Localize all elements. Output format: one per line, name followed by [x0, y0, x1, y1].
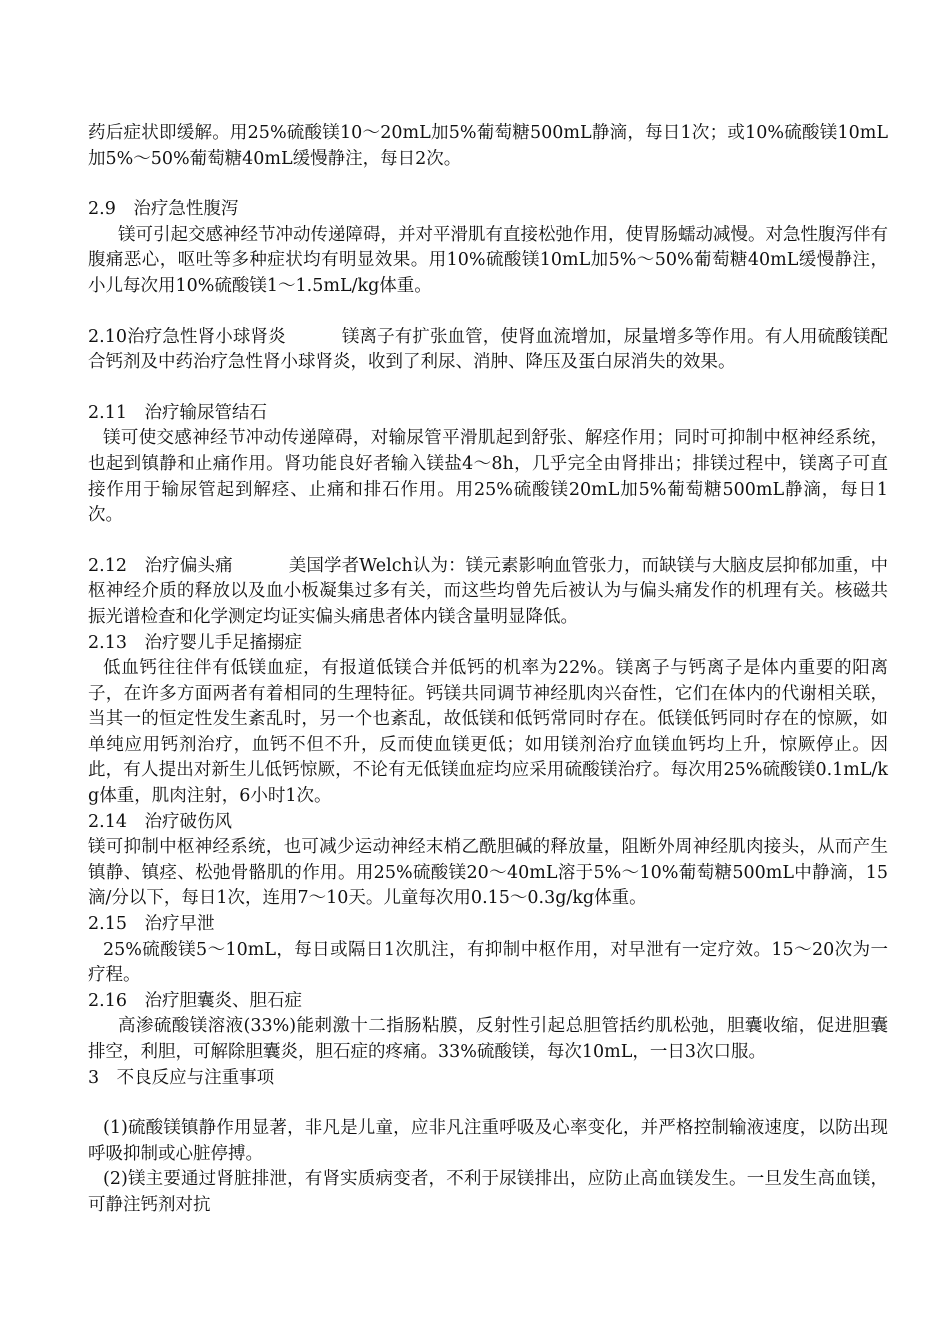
section-body-2-9: 镁可引起交感神经节冲动传递障碍，并对平滑肌有直接松弛作用，使胃肠蠕动减慢。对急性腹泻伴有腹痛恶心，呕吐等多种症状均有明显效果。用10%硫酸镁10mL加5%～50%葡萄糖40mL缓慢静注，小儿每次用10%硫酸镁1～1.5mL/kg体重。 [88, 224, 888, 296]
spacer [88, 300, 888, 325]
section-body-2-14: 镁可抑制中枢神经系统，也可减少运动神经末梢乙酰胆碱的释放量，阻断外周神经肌肉接头，从而产生镇静、镇痉、松弛骨骼肌的作用。用25%硫酸镁20～40mL溶于5%～10%葡萄糖500mL中静滴，15滴/分以下，每日1次，连用7～10天。儿童每次用0.15～0.3g/kg体重。 [88, 837, 888, 909]
section-2-12 [88, 554, 888, 631]
spacer [88, 376, 888, 401]
section-heading-2-15: 2.15 治疗早泄 [88, 914, 215, 935]
document-page [88, 121, 888, 1219]
section-heading-2-13: 2.13 治疗婴儿手足搐搦症 [88, 632, 302, 653]
caution-item-2: (2)镁主要通过肾脏排泄，有肾实质病变者，不利于尿镁排出，应防止高血镁发生。一旦发生高血镁，可静注钙剂对抗 [88, 1169, 888, 1215]
section-heading-2-10: 2.10治疗急性肾小球肾炎 [88, 326, 286, 347]
caution-item-1: (1)硫酸镁镇静作用显著，非凡是儿童，应非凡注重呼吸及心率变化，并严格控制输液速度，以防出现呼吸抑制或心脏停搏。 [88, 1118, 888, 1164]
section-body-2-12: 美国学者Welch认为：镁元素影响血管张力，而缺镁与大脑皮层抑郁加重，中枢神经介质的释放以及血小板凝集过多有关，而这些均曾先后被认为与偏头痛发作的机理有关。核磁共振光谱检查和化学测定均证实偏头痛患者体内镁含量明显降低。 [88, 555, 888, 627]
section-body-2-10: 镁离子有扩张血管，使肾血流增加，尿量增多等作用。有人用硫酸镁配合钙剂及中药治疗急性肾小球肾炎，收到了利尿、消肿、降压及蛋白尿消失的效果。 [88, 326, 889, 373]
section-heading-2-14: 2.14 治疗破伤风 [88, 811, 232, 832]
section-heading-3: 3 不良反应与注重事项 [88, 1067, 275, 1088]
section-body-2-11: 镁可使交感神经节冲动传递障碍，对输尿管平滑肌起到舒张、解痉作用；同时可抑制中枢神经系统，也起到镇静和止痛作用。肾功能良好者输入镁盐4～8h，几乎完全由肾排出；排镁过程中，镁离子可直接作用于输尿管起到解痉、止痛和排石作用。用25%硫酸镁20mL加5%葡萄糖500mL静滴，每日1次。 [88, 428, 888, 526]
section-body-2-16: 高渗硫酸镁溶液(33%)能刺激十二指肠粘膜，反射性引起总胆管括约肌松弛，胆囊收缩，促进胆囊排空，利胆，可解除胆囊炎，胆石症的疼痛。33%硫酸镁，每次10mL，一日3次口服。 [88, 1016, 888, 1062]
section-body-2-15: 25%硫酸镁5～10mL，每日或隔日1次肌注，有抑制中枢作用，对早泄有一定疗效。15～20次为一疗程。 [88, 939, 888, 986]
section-heading-2-11: 2.11 治疗输尿管结石 [88, 402, 267, 423]
spacer [88, 172, 888, 197]
section-body-2-13: 低血钙往往伴有低镁血症，有报道低镁合并低钙的机率为22%。镁离子与钙离子是体内重要的阳离子，在许多方面两者有着相同的生理特征。钙镁共同调节神经肌肉兴奋性，它们在体内的代谢相关联，当其一的恒定性发生紊乱时，另一个也紊乱，故低镁和低钙常同时存在。低镁低钙同时存在的惊厥，如单纯应用钙剂治疗，血钙不但不升，反而使血镁更低；如用镁剂治疗血镁血钙均上升，惊厥停止。因此，有人提出对新生儿低钙惊厥，不论有无低镁血症均应采用硫酸镁治疗。每次用25%硫酸镁0.1mL/kg体重，肌肉注射，6小时1次。 [88, 658, 888, 807]
spacer [88, 529, 888, 554]
intro-paragraph: 药后症状即缓解。用25%硫酸镁10～20mL加5%葡萄糖500mL静滴，每日1次；或10%硫酸镁10mL加5%～50%葡萄糖40mL缓慢静注，每日2次。 [88, 123, 888, 169]
spacer [88, 1091, 888, 1116]
section-2-10 [88, 325, 888, 376]
section-heading-2-16: 2.16 治疗胆囊炎、胆石症 [88, 990, 302, 1011]
section-heading-2-12: 2.12 治疗偏头痛 [88, 555, 233, 576]
section-heading-2-9: 2.9 治疗急性腹泻 [88, 199, 239, 220]
